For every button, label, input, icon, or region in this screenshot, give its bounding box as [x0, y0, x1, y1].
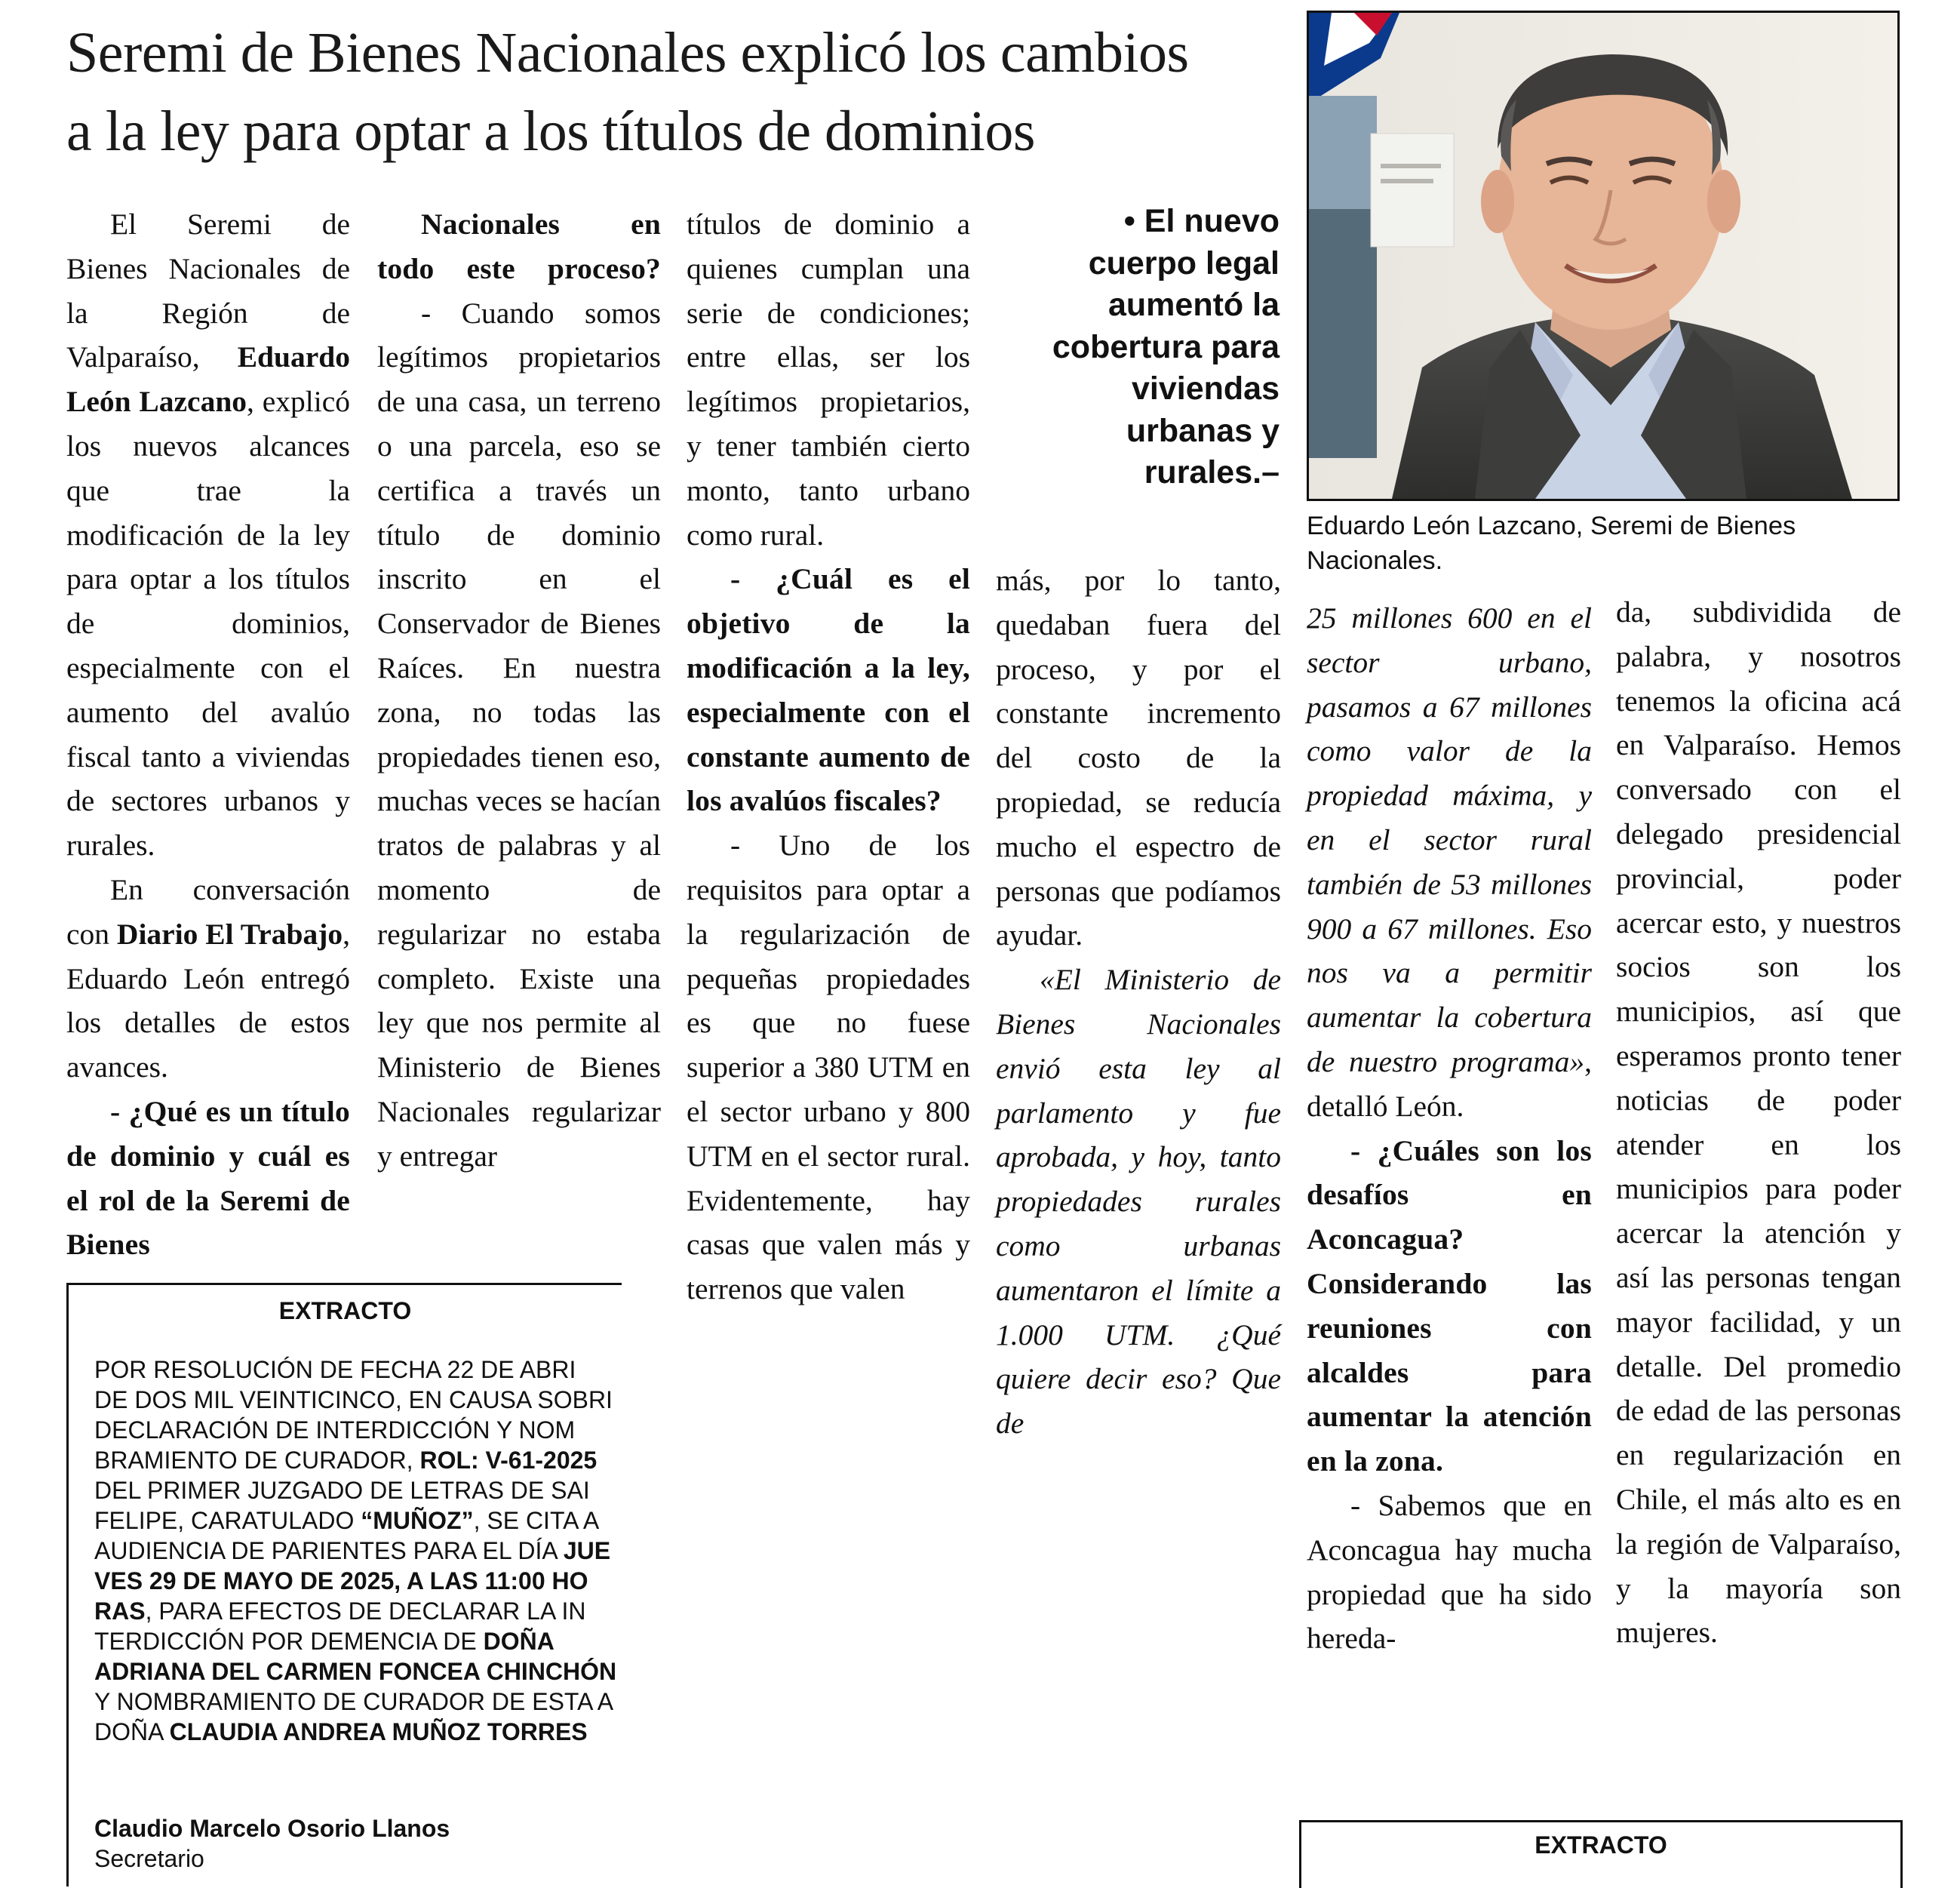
question-1-cont: Nacionales en todo este proceso? [377, 208, 661, 285]
extracto-title: EXTRACTO [278, 1297, 412, 1324]
question-3: - ¿Cuáles son los desafíos en Aconcagua? Considerando las reuniones con alcaldes para aumentar la atención en la zona. [1307, 1133, 1592, 1478]
article-column-1 [66, 202, 350, 1267]
headline-line-1: Seremi de Bienes Nacionales explicó los cambios [66, 21, 1189, 85]
answer-2-quote-cont: 25 millones 600 en el sector urbano, pasamos a 67 millones como valor de la propiedad máxima, y en el sector rural también de 53 millones 900 a 67 millones. Eso nos va a permitir aumentar la cobertura de nuestro programa», detalló León. [1307, 601, 1592, 1123]
name-eduardo-leon: Eduardo León Lazcano [66, 340, 350, 419]
article-column-2 [377, 202, 661, 1179]
answer-3: - Sabemos que en Aconcagua hay mucha propiedad que ha sido hereda- [1307, 1488, 1592, 1656]
portrait-illustration [1309, 13, 1897, 499]
signer-name: Claudio Marcelo Osorio Llanos [94, 1815, 450, 1842]
article-headline [66, 14, 1304, 171]
extracto-body: POR RESOLUCIÓN DE FECHA 22 DE ABRI DE DOS MIL VEINTICINCO, EN CAUSA SOBRI DECLARACIÓN DE INTERDICCIÓN Y NOM BRAMIENTO DE CURADOR, ROL: V-61-2025 DEL PRIMER JUZGADO DE LETRAS DE SAI FELIPE, CARATULADO “MUÑOZ”, SE CITA A AUDIENCIA DE PARIENTES PARA EL DÍA JUE VES 29 DE MAYO DE 2025, A LAS 11:00 HO RAS, PARA EFECTOS DE DECLARAR LA IN TERDICCIÓN POR DEMENCIA DE DOÑA ADRIANA DEL CARMEN FONCEA CHINCHÓN Y NOMBRAMIENTO DE CURADOR DE ESTA A DOÑA CLAUDIA ANDREA MUÑOZ TORRES [94, 1356, 617, 1745]
answer-3-cont: da, subdividida de palabra, y nosotros tenemos la oficina acá en Valparaíso. Hemos conversado con el delegado presidencial provincial, poder acercar esto, y nuestros socios son los municipios, así que esperamos pronto tener noticias de poder atender en los municipios para poder acercar la atención y así las personas tengan mayor facilidad, y un detalle. Del promedio de edad de las personas en regularización en Chile, el más alto es en la región de Valparaíso, y la mayoría son mujeres. [1616, 595, 1901, 1650]
paragraph-conversation: En conversación con Diario El Trabajo, Eduardo León entregó los detalles de estos avances. [66, 872, 350, 1084]
answer-1-cont: títulos de dominio a quienes cumplan una serie de condiciones; entre ellas, ser los legítimos propietarios, y tener también cierto monto, tanto urbano como rural. [687, 208, 970, 552]
signer-role: Secretario [94, 1845, 204, 1872]
portrait-photo [1307, 11, 1900, 501]
question-2: - ¿Cuál es el objetivo de la modificación a la ley, especialmente con el constante aumento de los avalúos fiscales? [687, 562, 970, 818]
answer-2-quote: «El Ministerio de Bienes Nacionales envió esta ley al parlamento y fue aprobada, y hoy, tanto propiedades rurales como urbanas aumentaron el límite a 1.000 UTM. ¿Qué quiere decir eso? Que de [996, 963, 1281, 1441]
question-1: - ¿Qué es un título de dominio y cuál es el rol de la Seremi de Bienes [66, 1094, 350, 1262]
newspaper-name: Diario El Trabajo [116, 917, 343, 951]
answer-2: - Uno de los requisitos para optar a la regularización de pequeñas propiedades es que no fuese superior a 380 UTM en el sector urbano y 800 UTM en el sector rural. Evidentemente, hay casas que valen más y terrenos que valen [687, 829, 970, 1306]
headline-line-2: a la ley para optar a los títulos de dominios [66, 100, 1035, 163]
answer-2-cont: más, por lo tanto, quedaban fuera del proceso, y por el constante incremento del costo de la propiedad, se reducía mucho el espectro de personas que podíamos ayudar. [996, 564, 1281, 952]
answer-1: - Cuando somos legítimos propietarios de una casa, un terreno o una parcela, eso se certifica a través un título de dominio inscrito en el Conservador de Bienes Raíces. En nuestra zona, no todas las propiedades tienen eso, muchas veces se hacían tratos de palabras y al momento de regularizar no estaba completo. Existe una ley que nos permite al Ministerio de Bienes Nacionales regularizar y entregar [377, 296, 661, 1173]
article-column-6 [1616, 590, 1901, 1655]
hearing-date: VES 29 DE MAYO DE 2025, A LAS 11:00 HO [94, 1567, 588, 1594]
article-column-4 [996, 558, 1281, 1446]
extracto-signature [94, 1813, 450, 1874]
article-column-3 [687, 202, 970, 1311]
paragraph-intro: El Seremi de Bienes Nacionales de la Región de Valparaíso, Eduardo León Lazcano, explicó los nuevos alcances que trae la modificación de la ley para optar a los títulos de dominios, especialmente con el aumento del avalúo fiscal tanto a viviendas de sectores urbanos y rurales. [66, 208, 350, 863]
extracto-2-title: EXTRACTO [1535, 1831, 1667, 1859]
case-rol: ROL: V-61-2025 [419, 1447, 598, 1474]
legal-notice-extracto-2 [1299, 1820, 1903, 1888]
pull-quote: • El nuevo cuerpo legal aumentó la cobertura para viviendas urbanas y rurales.– [1052, 203, 1280, 490]
photo-caption: Eduardo León Lazcano, Seremi de Bienes Nacionales. [1307, 512, 1796, 575]
article-column-5 [1307, 596, 1592, 1661]
legal-notice-extracto [66, 1283, 622, 1886]
